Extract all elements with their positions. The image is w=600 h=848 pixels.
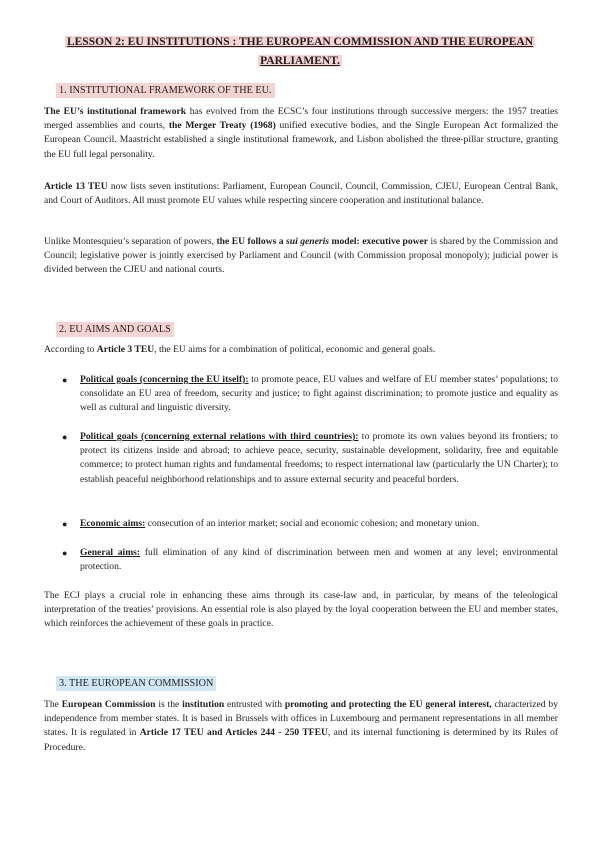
list-item-text: consecution of an interior market; social and economic cohesion; and monetary union.: [145, 518, 480, 529]
list-item-label: Political goals (concerning the EU itself):: [80, 374, 249, 385]
list-item-political-external: [80, 430, 558, 487]
text: Unlike Montesquieu’s separation of powers,: [44, 236, 217, 247]
section-1-paragraph-1: [44, 105, 558, 162]
section-3-paragraph-1: [44, 698, 558, 755]
list-item-general: [80, 546, 558, 574]
list-item-label: Political goals (concerning external relations with third countries):: [80, 431, 359, 442]
text: , and its internal functioning is determined by its Rules of Procedure.: [44, 727, 558, 753]
section-2-heading: 2. EU AIMS AND GOALS: [56, 322, 174, 337]
bold-text: promoting and protecting the EU general interest,: [284, 699, 492, 710]
bold-text: model: executive power: [329, 236, 429, 247]
text: characterized by independence from member states. It is based in Brussels with offices in Luxembourg and permanent representations in all member states. It is regulated in: [44, 699, 558, 739]
text: is the: [155, 699, 183, 710]
italic-bold-text: sui generis: [286, 236, 330, 247]
list-item-economic: [80, 517, 558, 531]
bold-text: the EU follows a: [216, 236, 287, 247]
bold-text: Article 17 TEU and Articles 244 - 250 TFEU: [139, 727, 328, 739]
text: entrusted with: [224, 699, 285, 710]
text: , the EU aims for a combination of political, economic and general goals.: [154, 344, 436, 355]
text: unified executive bodies, and the Single European Act formalized the European Council. Maastricht established a single institutional framework, and Lisbon abolished the three-pillar structure, granting the EU full legal personality.: [44, 120, 559, 160]
list-item-text: to promote peace, EU values and welfare of EU member states’ populations; to consolidate an EU area of freedom, security and justice; to fight against discrimination; to promote justice and equality as well as cultural and linguistic diversity.: [80, 374, 559, 414]
text: The: [44, 699, 62, 710]
list-item-political-eu: [80, 373, 558, 416]
bold-text: Article 3 TEU: [96, 344, 155, 355]
list-item-label: General aims:: [80, 547, 141, 558]
lesson-title-block: [40, 32, 560, 70]
bold-text: European Commission: [61, 699, 156, 710]
bold-text: institution: [182, 699, 225, 710]
section-1-paragraph-3: [44, 235, 558, 278]
text: now lists seven institutions: Parliament, European Council, Council, Commission, CJEU, European Central Bank, and Court of Auditors. All must promote EU values while respecting sincere cooperation and institutional balance.: [44, 181, 558, 207]
bullet-icon: ●: [62, 548, 68, 558]
bold-text: The EU’s institutional framework: [44, 106, 187, 117]
bold-text: Article 13 TEU: [44, 181, 108, 192]
section-2-intro: [44, 343, 558, 357]
section-1-heading: 1. INSTITUTIONAL FRAMEWORK OF THE EU.: [56, 83, 275, 98]
list-item-text: to promote its own values beyond its frontiers; to protect its citizens inside and abroad; to achieve peace, security, sustainable development, solidarity, free and equitable commerce; to protect human rights and fundamental freedoms; to respect international law (particularly the UN Charter); to establish peaceful neighborhood relationships and to assure external security and peaceful borders.: [80, 431, 558, 485]
list-item-text: full elimination of any kind of discrimination between men and women at any level; environmental protection.: [80, 547, 558, 573]
list-item-label: Economic aims:: [80, 518, 146, 529]
section-2-closing: The ECJ plays a crucial role in enhancing these aims through its case-law and, in particular, by means of the teleological interpretation of the treaties’ provisions. An essential role is also played by the loyal cooperation between the EU and member states, which reinforces the achievement of these goals in practice.: [44, 590, 558, 630]
text: has evolved from the ECSC’s four institutions through successive mergers: the 1957 treaties merged assemblies and courts,: [44, 106, 558, 132]
lesson-title: LESSON 2: EU INSTITUTIONS : THE EUROPEAN COMMISSION AND THE EUROPEAN PARLIAMENT.: [66, 36, 534, 67]
section-1-paragraph-2: [44, 180, 558, 208]
section-3-heading: 3. THE EUROPEAN COMMISSION: [56, 676, 216, 691]
bullet-icon: ●: [62, 432, 68, 442]
bold-text: the Merger Treaty (1968): [168, 120, 276, 132]
bullet-icon: ●: [62, 519, 68, 529]
bullet-icon: ●: [62, 375, 68, 385]
text: is shared by the Commission and Council; legislative power is jointly exercised by Parliament and Council (with Commission proposal monopoly); judicial power is divided between the CJEU and national courts.: [44, 236, 558, 276]
text: According to: [44, 344, 97, 355]
